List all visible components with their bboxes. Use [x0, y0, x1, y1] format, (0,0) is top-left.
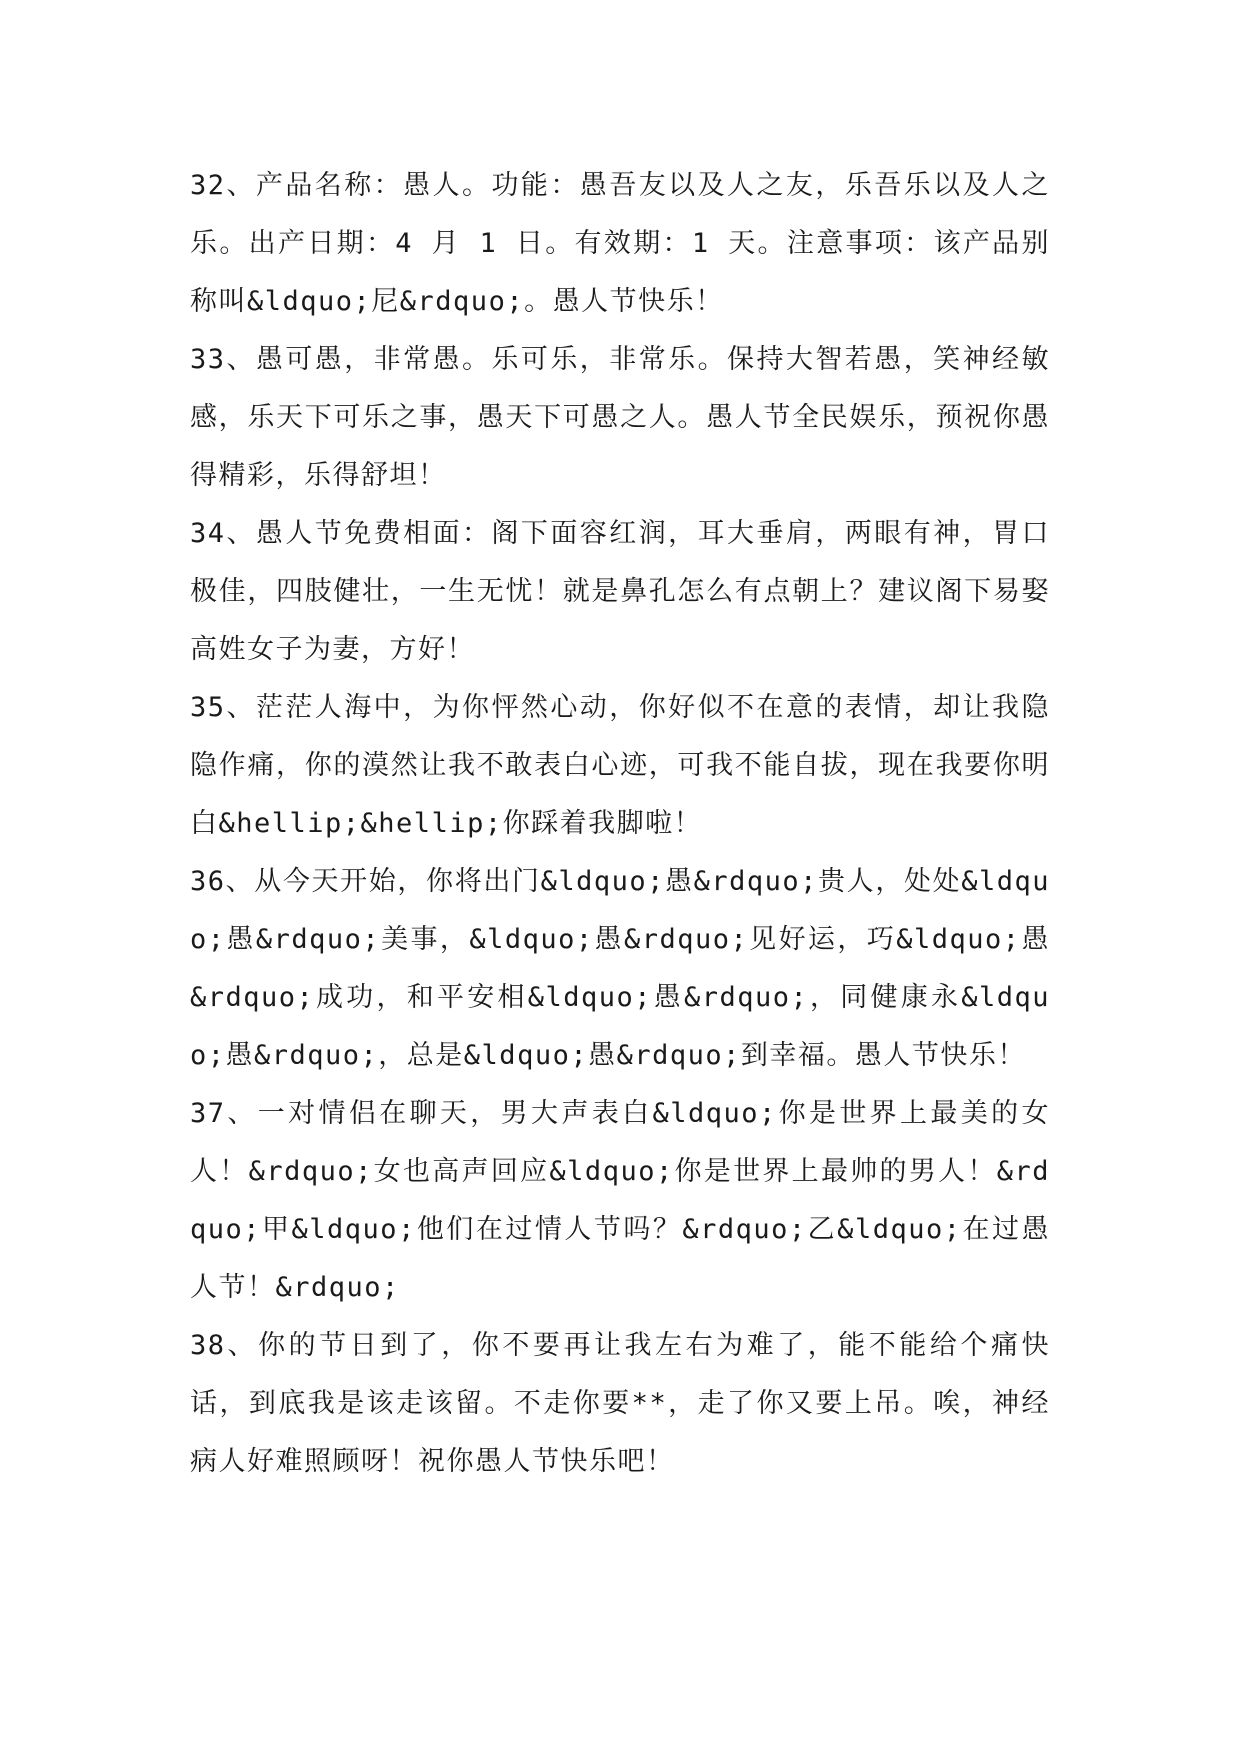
paragraph-35: 35、茫茫人海中，为你怦然心动，你好似不在意的表情，却让我隐隐作痛，你的漠然让我不敢表白心迹，可我不能自拔，现在我要你明白&hellip;&hellip;你踩着我脚啦！ [190, 692, 1050, 839]
document-body [190, 157, 1050, 1491]
paragraph-34: 34、愚人节免费相面：阁下面容红润，耳大垂肩，两眼有神，胃口极佳，四肢健壮，一生无忧！就是鼻孔怎么有点朝上？建议阁下易娶高姓女子为妻，方好！ [190, 518, 1050, 665]
paragraph-37: 37、一对情侣在聊天，男大声表白&ldquo;你是世界上最美的女人！&rdquo;女也高声回应&ldquo;你是世界上最帅的男人！&rdquo;甲&ldquo;他们在过情人节吗？&rdquo;乙&ldquo;在过愚人节！&rdquo; [190, 1098, 1050, 1303]
paragraph-36: 36、从今天开始，你将出门&ldquo;愚&rdquo;贵人，处处&ldquo;愚&rdquo;美事，&ldquo;愚&rdquo;见好运，巧&ldquo;愚&rdquo;成功，和平安相&ldquo;愚&rdquo;，同健康永&ldquo;愚&rdquo;，总是&ldquo;愚&rdquo;到幸福。愚人节快乐！ [190, 866, 1050, 1071]
paragraph-38: 38、你的节日到了，你不要再让我左右为难了，能不能给个痛快话，到底我是该走该留。不走你要**，走了你又要上吊。唉，神经病人好难照顾呀！祝你愚人节快乐吧！ [190, 1330, 1050, 1477]
paragraph-32: 32、产品名称：愚人。功能：愚吾友以及人之友，乐吾乐以及人之乐。出产日期：4 月 1 日。有效期：1 天。注意事项：该产品别称叫&ldquo;尼&rdquo;。愚人节快乐！ [190, 170, 1050, 317]
paragraph-33: 33、愚可愚，非常愚。乐可乐，非常乐。保持大智若愚，笑神经敏感，乐天下可乐之事，愚天下可愚之人。愚人节全民娱乐，预祝你愚得精彩，乐得舒坦！ [190, 344, 1050, 491]
